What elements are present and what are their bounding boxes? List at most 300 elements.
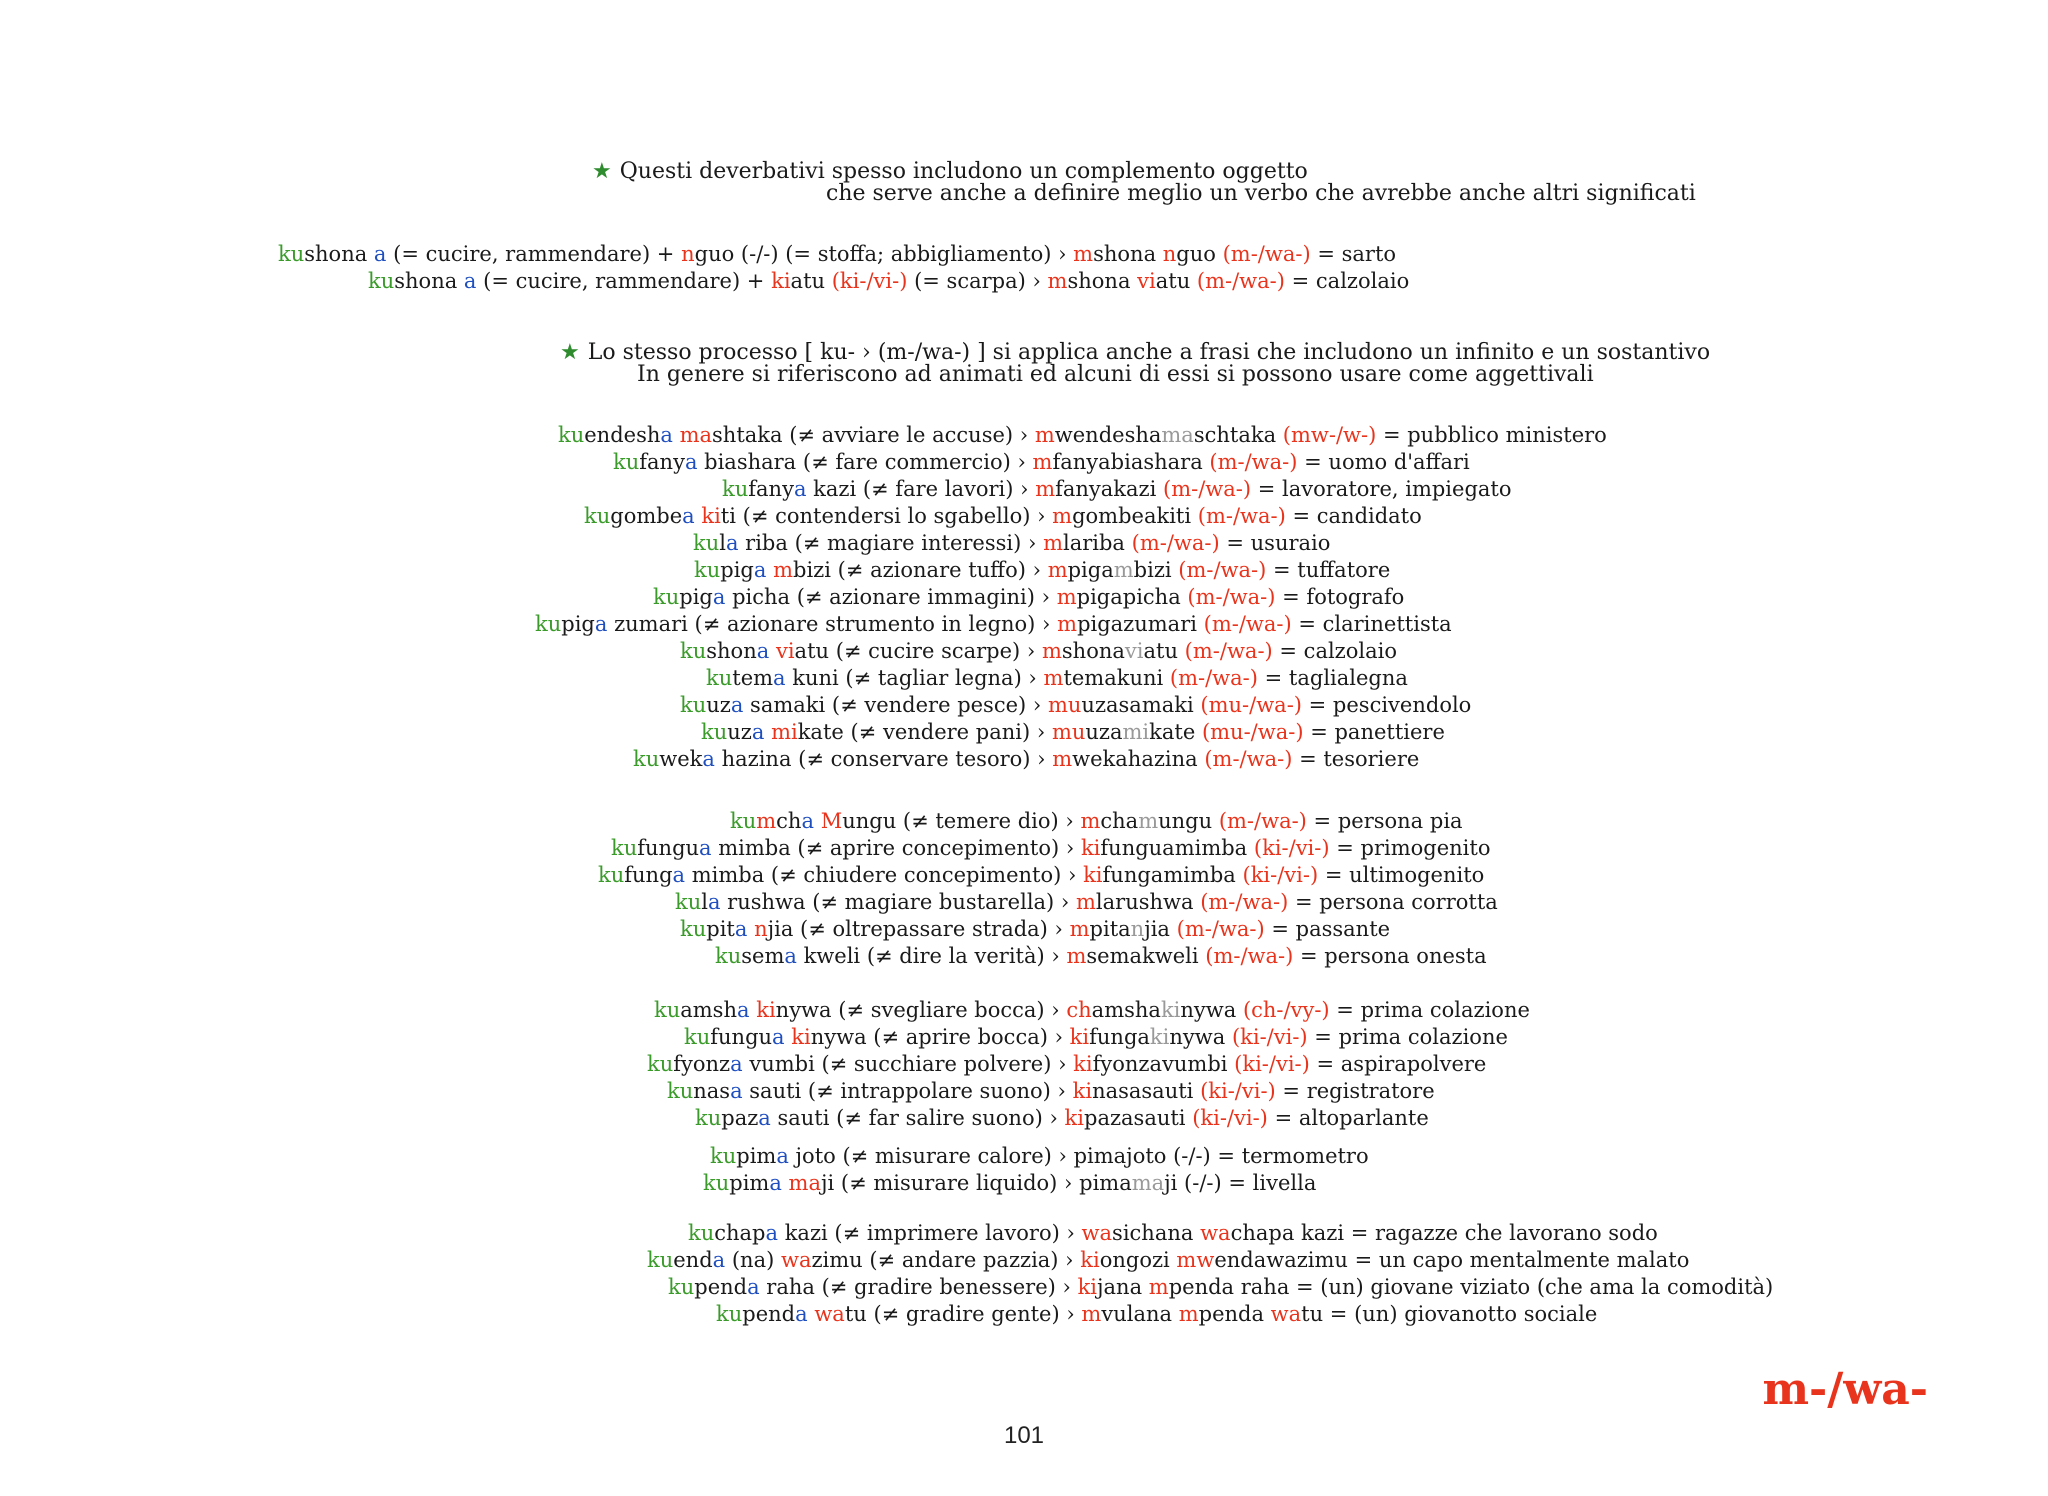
row-segment: fungu (710, 1025, 773, 1049)
row-segment: = tuffatore (1266, 558, 1391, 582)
row-segment: semakweli (1086, 944, 1206, 968)
row-segment: (ki-/vi-) (1231, 1025, 1308, 1049)
row-segment: tem (732, 666, 774, 690)
row-segment: fyonzavumbi (1092, 1052, 1235, 1076)
row-segment: a (730, 1052, 743, 1076)
row-segment: ku (675, 890, 702, 914)
row-segment: ku (654, 998, 681, 1022)
row-segment: ku (706, 666, 733, 690)
row-segment: pazasauti (1084, 1106, 1193, 1130)
example-row (278, 241, 1396, 268)
row-segment: a (773, 666, 786, 690)
row-segment: sauti (≠ intrappolare suono) › (742, 1079, 1073, 1103)
example-row (722, 476, 1512, 503)
row-segment: ki (701, 504, 721, 528)
row-segment: a (734, 917, 748, 941)
row-segment: bizi (≠ azionare tuffo) › (793, 558, 1048, 582)
star-icon: ★ (592, 159, 612, 184)
row-segment: a (730, 693, 744, 717)
example-row (598, 862, 1484, 889)
row-segment: wendesha (1054, 423, 1162, 447)
row-segment: ku (278, 242, 305, 266)
row-segment: biashara (≠ fare commercio) › (697, 450, 1033, 474)
row-segment: ku (535, 612, 562, 636)
row-segment: pit (706, 917, 735, 941)
row-segment: vulana (1101, 1302, 1179, 1326)
example-row (558, 422, 1607, 449)
row-segment: shtaka (≠ avviare le accuse) › (712, 423, 1035, 447)
row-segment: uz (706, 693, 731, 717)
row-segment: mi (771, 720, 798, 744)
row-segment: jana (1097, 1275, 1149, 1299)
row-segment: (m-/wa-) (1131, 531, 1220, 555)
row-segment: paz (721, 1106, 759, 1130)
row-segment: tu (≠ gradire gente) › (844, 1302, 1082, 1326)
row-segment: ki (1080, 836, 1101, 860)
row-segment: (m-/wa-) (1218, 809, 1307, 833)
row-segment: (ki-/vi-) (1253, 836, 1330, 860)
row-segment: m (1043, 666, 1064, 690)
row-segment: a (747, 1275, 760, 1299)
row-segment: ku (647, 1248, 674, 1272)
row-segment: fany (639, 450, 685, 474)
row-segment: (ki-/vi-) (1192, 1106, 1268, 1130)
row-segment: m (1069, 917, 1090, 941)
row-segment: kate (1149, 720, 1202, 744)
row-segment: a (725, 531, 739, 555)
row-segment: penda (1198, 1302, 1271, 1326)
row-segment: uzasamaki (1081, 693, 1201, 717)
row-segment: ji (≠ misurare liquido) › pima (820, 1171, 1132, 1195)
row-segment (673, 423, 680, 447)
row-segment: (mu-/wa-) (1200, 693, 1302, 717)
row-segment: ku (722, 477, 749, 501)
row-segment: joto (≠ misurare calore) › pimajoto (-/-) = termometro (788, 1144, 1369, 1168)
row-segment: = usuraio (1219, 531, 1331, 555)
row-segment: pim (736, 1144, 777, 1168)
row-segment: (ki-/vi-) (1234, 1052, 1310, 1076)
row-segment: m (1047, 269, 1068, 293)
row-segment: = fotografo (1275, 585, 1405, 609)
row-segment: end (673, 1248, 713, 1272)
row-segment: n (1162, 242, 1177, 266)
row-segment: (m-/wa-) (1209, 450, 1298, 474)
example-row (694, 557, 1390, 584)
example-row (535, 611, 1452, 638)
row-segment: = primogenito (1329, 836, 1491, 860)
row-segment: pig (720, 558, 754, 582)
row-segment: atu (790, 269, 832, 293)
row-segment: wek (659, 747, 703, 771)
row-segment: = aspirapolvere (1309, 1052, 1487, 1076)
row-segment: ku (680, 693, 707, 717)
row-segment: a (702, 747, 715, 771)
page-number: 101 (1003, 1422, 1045, 1449)
row-segment: a (373, 242, 387, 266)
example-row (647, 1247, 1689, 1274)
row-segment: = registratore (1275, 1079, 1435, 1103)
row-segment: ku (703, 1171, 730, 1195)
row-segment: nywa (1180, 998, 1243, 1022)
row-segment: (m-/wa-) (1196, 269, 1285, 293)
row-segment: a (795, 1302, 808, 1326)
row-segment: ku (680, 639, 707, 663)
row-segment: shona (1093, 242, 1163, 266)
note-2-line-2: In genere si riferiscono ad animati ed alcuni di essi si possono usare come aggettivali (637, 362, 1594, 387)
row-segment: m (1080, 809, 1101, 833)
row-segment: sauti (≠ far salire suono) › (770, 1106, 1065, 1130)
row-segment: (ki-/vi-) (1242, 863, 1319, 887)
row-segment: ku (715, 944, 742, 968)
example-row (680, 916, 1390, 943)
row-segment: = persona corrotta (1288, 890, 1498, 914)
row-segment: ku (598, 863, 625, 887)
row-segment: = pubblico ministero (1376, 423, 1607, 447)
row-segment: chap (714, 1221, 766, 1245)
row-segment: a (737, 998, 750, 1022)
row-segment: ki (771, 269, 791, 293)
row-segment: wa (780, 1248, 812, 1272)
row-segment: a (684, 450, 698, 474)
row-segment: mu (1047, 693, 1082, 717)
row-segment: shona (394, 269, 464, 293)
row-segment: m (1081, 1302, 1102, 1326)
row-segment: ku (584, 504, 611, 528)
row-segment: (= cucire, rammendare) + (386, 242, 682, 266)
row-segment: fung (624, 863, 673, 887)
row-segment: ki (1149, 1025, 1170, 1049)
example-row (693, 530, 1330, 557)
row-segment: rushwa (≠ magiare bustarella) › (720, 890, 1076, 914)
row-segment: amsha (1091, 998, 1161, 1022)
row-segment: kazi (≠ fare lavori) › (806, 477, 1036, 501)
row-segment: kuni (≠ tagliar legna) › (785, 666, 1044, 690)
row-segment: ungu (≠ temere dio) › (842, 809, 1081, 833)
example-row (647, 1051, 1486, 1078)
example-row (715, 943, 1487, 970)
row-segment: ku (633, 747, 660, 771)
example-row (668, 1274, 1773, 1301)
row-segment: m (1113, 558, 1134, 582)
row-segment: a (758, 1106, 771, 1130)
row-segment: wa (814, 1302, 845, 1326)
example-row (684, 1024, 1508, 1051)
row-segment: a (682, 504, 695, 528)
row-segment: endawazimu = un capo mentalmente malato (1214, 1248, 1690, 1272)
row-segment: (m-/wa-) (1197, 504, 1286, 528)
row-segment: funguamimba (1100, 836, 1254, 860)
row-segment: ki (1077, 1275, 1098, 1299)
row-segment: vi (1124, 639, 1144, 663)
star-icon: ★ (560, 340, 580, 365)
row-segment: mu (1051, 720, 1086, 744)
row-segment: ki (1069, 1025, 1090, 1049)
row-segment: shona (1061, 639, 1125, 663)
row-segment: = ultimogenito (1318, 863, 1485, 887)
example-row (688, 1220, 1658, 1247)
row-segment: m (1052, 747, 1073, 771)
example-row (611, 835, 1490, 862)
row-segment: a (756, 639, 770, 663)
row-segment: mw (1176, 1248, 1215, 1272)
row-segment: a (712, 585, 726, 609)
row-segment: fyonz (673, 1052, 731, 1076)
row-segment: ch (1066, 998, 1092, 1022)
row-segment: = prima colazione (1307, 1025, 1508, 1049)
row-segment: ki (1073, 1052, 1093, 1076)
example-row (703, 1170, 1316, 1197)
row-segment: m (1148, 1275, 1169, 1299)
row-segment: ungu (1158, 809, 1219, 833)
row-segment: gombeakiti (1072, 504, 1198, 528)
row-segment: ku (680, 917, 707, 941)
row-segment: (m-/wa-) (1204, 747, 1293, 771)
row-segment: (m-/wa-) (1178, 558, 1267, 582)
row-segment: ki (1064, 1106, 1084, 1130)
row-segment: = candidato (1285, 504, 1422, 528)
row-segment: a (660, 423, 673, 447)
row-segment: ku (558, 423, 585, 447)
row-segment: amsh (680, 998, 737, 1022)
row-segment: = sarto (1310, 242, 1397, 266)
row-segment: a (712, 1248, 726, 1272)
row-segment: = pescivendolo (1301, 693, 1472, 717)
row-segment: fungamimba (1102, 863, 1243, 887)
row-segment: a (753, 558, 767, 582)
class-label: m-/wa- (1762, 1364, 1928, 1415)
row-segment: wa (1200, 1221, 1231, 1245)
row-segment: guo (-/-) (= stoffa; abbigliamento) › (694, 242, 1074, 266)
row-segment: funga (1089, 1025, 1150, 1049)
row-segment: m (773, 558, 793, 582)
row-segment: (= cucire, rammendare) + (476, 269, 772, 293)
row-segment: = passante (1264, 917, 1391, 941)
row-segment: endesh (584, 423, 661, 447)
row-segment: m (1041, 639, 1062, 663)
row-segment: = lavoratore, impiegato (1251, 477, 1512, 501)
row-segment: wa (1270, 1302, 1302, 1326)
row-segment: = clarinettista (1291, 612, 1452, 636)
row-segment: = uomo d'affari (1297, 450, 1470, 474)
note-2-line-1: Lo stesso processo [ ku- › (m-/wa-) ] si applica anche a frasi che includono un infinito e un sostantivo (587, 340, 1711, 365)
row-segment: m (1032, 450, 1053, 474)
row-segment: samaki (≠ vendere pesce) › (743, 693, 1048, 717)
row-segment: vumbi (≠ succhiare polvere) › (742, 1052, 1074, 1076)
example-row (613, 449, 1470, 476)
note-1-continued (826, 182, 1696, 206)
row-segment: a (463, 269, 477, 293)
row-segment: gombe (610, 504, 683, 528)
row-segment: fany (748, 477, 794, 501)
row-segment (782, 1171, 789, 1195)
row-segment: zumari (≠ azionare strumento in legno) › (607, 612, 1058, 636)
row-segment: m (1047, 558, 1068, 582)
row-segment: pita (1089, 917, 1131, 941)
row-segment: = persona pia (1306, 809, 1463, 833)
row-segment: fanyabiashara (1052, 450, 1210, 474)
row-segment: ku (611, 836, 638, 860)
row-segment: (ch-/vy-) (1242, 998, 1330, 1022)
row-segment: = calzolaio (1284, 269, 1410, 293)
row-segment: m (1056, 585, 1077, 609)
row-segment: ku (668, 1275, 695, 1299)
row-segment: m (1138, 809, 1159, 833)
row-segment: ma (1131, 1171, 1165, 1195)
row-segment: a (769, 1171, 782, 1195)
row-segment: (m-/wa-) (1176, 917, 1265, 941)
example-row (701, 719, 1445, 746)
row-segment: kweli (≠ dire la verità) › (796, 944, 1067, 968)
row-segment: ku (716, 1302, 743, 1326)
row-segment: (m-/wa-) (1169, 666, 1258, 690)
row-segment: jia (1144, 917, 1177, 941)
row-segment: ku (368, 269, 395, 293)
row-segment: ji (-/-) = livella (1164, 1171, 1317, 1195)
row-segment: (m-/wa-) (1205, 944, 1294, 968)
row-segment: hazina (≠ conservare tesoro) › (714, 747, 1053, 771)
row-segment: fungu (637, 836, 700, 860)
row-segment: nas (693, 1079, 731, 1103)
row-segment: a (672, 863, 686, 887)
row-segment: nywa (1169, 1025, 1232, 1049)
row-segment: m (1043, 531, 1063, 555)
row-segment: a (776, 1144, 789, 1168)
row-segment: ki (1072, 1079, 1093, 1103)
row-segment: m (1052, 504, 1073, 528)
row-segment: piga (1067, 558, 1114, 582)
row-segment: bizi (1133, 558, 1179, 582)
example-row (675, 889, 1498, 916)
row-segment: sichana (1112, 1221, 1201, 1245)
row-segment: (m-/wa-) (1187, 585, 1276, 609)
row-segment: uza (1085, 720, 1123, 744)
row-segment: uz (727, 720, 752, 744)
row-segment: zimu (≠ andare pazzia) › (811, 1248, 1081, 1272)
row-segment: temakuni (1063, 666, 1170, 690)
row-segment: (= scarpa) › (907, 269, 1048, 293)
row-segment: = calzolaio (1272, 639, 1397, 663)
row-segment: l (719, 531, 726, 555)
row-segment: a (594, 612, 608, 636)
row-segment: vi (775, 639, 795, 663)
row-segment: ku (653, 585, 680, 609)
row-segment: ma (679, 423, 713, 447)
row-segment: a (730, 1079, 743, 1103)
example-row (706, 665, 1408, 692)
row-segment: lariba (1063, 531, 1132, 555)
row-segment: ku (684, 1025, 711, 1049)
row-segment: shona (1067, 269, 1138, 293)
row-segment: n (754, 917, 768, 941)
row-segment: a (784, 944, 797, 968)
row-segment: chapa kazi = ragazze che lavorano sodo (1230, 1221, 1658, 1245)
example-row (584, 503, 1422, 530)
row-segment: m (1073, 242, 1094, 266)
row-segment: pigazumari (1077, 612, 1204, 636)
row-segment: m (1057, 612, 1078, 636)
row-segment: schtaka (1193, 423, 1283, 447)
row-segment: ongozi (1099, 1248, 1177, 1272)
row-segment: ti (≠ contendersi lo sgabello) › (720, 504, 1053, 528)
row-segment: ku (694, 558, 721, 582)
row-segment: mimba (≠ chiudere concepimento) › (685, 863, 1084, 887)
row-segment: riba (≠ magiare interessi) › (738, 531, 1044, 555)
row-segment: pig (561, 612, 595, 636)
row-segment: (m-/wa-) (1222, 242, 1311, 266)
row-segment: (m-/wa-) (1184, 639, 1273, 663)
row-segment: pend (694, 1275, 748, 1299)
row-segment: (na) (725, 1248, 781, 1272)
row-segment: ki (1080, 1248, 1100, 1272)
row-segment: ma (1161, 423, 1194, 447)
row-segment: (ki-/vi-) (831, 269, 908, 293)
row-segment: larushwa (1095, 890, 1201, 914)
row-segment: m (1034, 423, 1055, 447)
row-segment: (m-/wa-) (1200, 890, 1289, 914)
row-segment: pim (729, 1171, 770, 1195)
example-row (680, 638, 1397, 665)
row-segment: (m-/wa-) (1203, 612, 1292, 636)
row-segment: m (1035, 477, 1056, 501)
row-segment: shona (304, 242, 374, 266)
row-segment: a (765, 1221, 779, 1245)
row-segment: ku (647, 1052, 674, 1076)
row-segment: jia (≠ oltrepassare strada) › (767, 917, 1070, 941)
example-row (654, 997, 1530, 1024)
row-segment: l (701, 890, 708, 914)
row-segment: = tesoriere (1292, 747, 1420, 771)
row-segment: ku (613, 450, 640, 474)
row-segment: ku (688, 1221, 715, 1245)
row-segment: a (699, 836, 712, 860)
row-segment: m (1178, 1302, 1199, 1326)
row-segment: = altoparlante (1267, 1106, 1429, 1130)
row-segment: nywa (≠ aprire bocca) › (810, 1025, 1070, 1049)
row-segment: (mw-/w-) (1282, 423, 1377, 447)
example-row (368, 268, 1409, 295)
row-segment: a (707, 890, 721, 914)
row-segment: tu = (un) giovanotto sociale (1301, 1302, 1598, 1326)
row-segment: cha (1100, 809, 1139, 833)
row-segment: shon (706, 639, 757, 663)
row-segment: picha (≠ azionare immagini) › (725, 585, 1057, 609)
example-row (653, 584, 1404, 611)
row-segment: m (756, 809, 777, 833)
row-segment: wekahazina (1072, 747, 1205, 771)
row-segment: = prima colazione (1329, 998, 1530, 1022)
row-segment: a (793, 477, 807, 501)
row-segment: guo (1176, 242, 1223, 266)
row-segment: ku (667, 1079, 694, 1103)
row-segment: m (1066, 944, 1087, 968)
row-segment: ku (701, 720, 728, 744)
row-segment: = persona onesta (1293, 944, 1487, 968)
row-segment: = panettiere (1303, 720, 1445, 744)
row-segment: ch (776, 809, 802, 833)
row-segment: ki (756, 998, 776, 1022)
row-segment: atu (≠ cucire scarpe) › (794, 639, 1042, 663)
row-segment: ki (1083, 863, 1103, 887)
row-segment: (mu-/wa-) (1201, 720, 1304, 744)
row-segment: ku (710, 1144, 737, 1168)
row-segment: = taglialegna (1257, 666, 1408, 690)
row-segment: kate (≠ vendere pani) › (797, 720, 1052, 744)
row-segment: ku (730, 809, 757, 833)
row-segment: m (1076, 890, 1096, 914)
row-segment: atu (1143, 639, 1185, 663)
row-segment: (m-/wa-) (1163, 477, 1252, 501)
row-segment: kazi (≠ imprimere lavoro) › (778, 1221, 1082, 1245)
